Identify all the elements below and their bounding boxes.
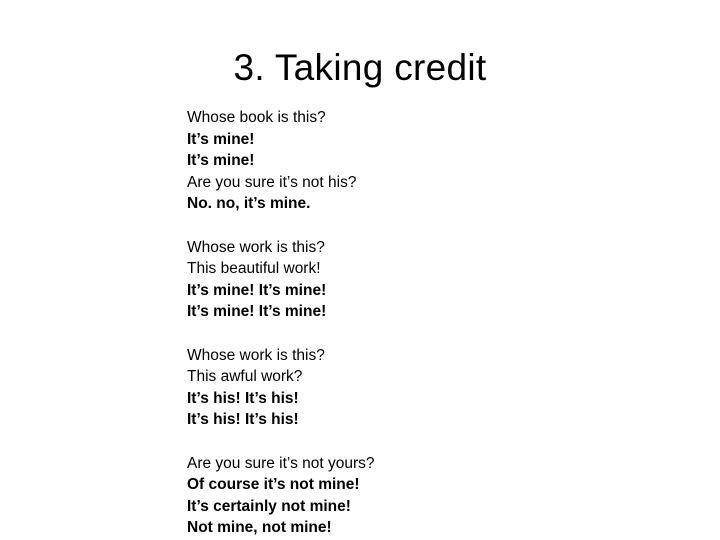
poem-body — [187, 107, 707, 539]
poem-line: Of course it’s not mine! — [187, 476, 360, 494]
poem-line: Are you sure it’s not yours? — [187, 454, 375, 472]
poem-line: Whose work is this? — [187, 346, 325, 364]
poem-line: Whose book is this? — [187, 109, 326, 126]
poem-line: It’s his! It’s his! — [187, 389, 299, 407]
poem-line: It’s mine! — [187, 130, 255, 148]
poem-line: Are you sure it’s not his? — [187, 173, 357, 191]
poem-line: It’s his! It’s his! — [187, 411, 299, 429]
poem-line: Not mine, not mine! — [187, 519, 332, 537]
stanza — [187, 237, 707, 323]
stanza — [187, 345, 707, 431]
slide-title: 3. Taking credit — [233, 47, 487, 88]
poem-line: This awful work? — [187, 368, 303, 386]
poem-line: It’s certainly not mine! — [187, 497, 351, 515]
poem-line: No. no, it’s mine. — [187, 195, 311, 213]
poem-line: Whose work is this? — [187, 238, 325, 256]
stanza — [187, 107, 707, 215]
poem-line: This beautiful work! — [187, 260, 321, 278]
poem-line: It’s mine! It’s mine! — [187, 303, 327, 321]
stanza — [187, 453, 707, 539]
poem-line: It’s mine! — [187, 152, 255, 170]
poem-line: It’s mine! It’s mine! — [187, 281, 327, 299]
